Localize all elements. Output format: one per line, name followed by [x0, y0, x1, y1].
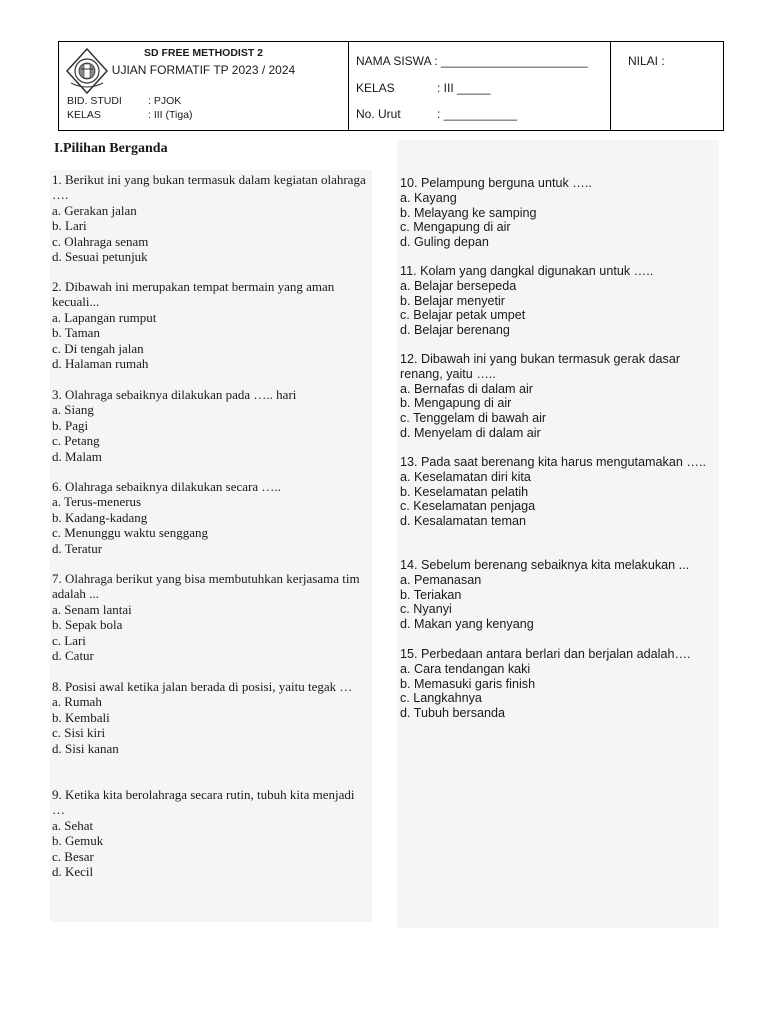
option[interactable]: b. Lari — [52, 218, 87, 234]
question-12 — [400, 352, 718, 441]
option[interactable]: c. Nyanyi — [400, 602, 452, 617]
option[interactable]: b. Memasuki garis finish — [400, 676, 536, 691]
subject-row — [67, 95, 182, 107]
question-text: 2. Dibawah ini merupakan tempat bermain yang aman kecuali... — [52, 279, 335, 310]
option[interactable]: d. Belajar berenang — [400, 323, 510, 338]
subject-label: BID. STUDI — [67, 95, 122, 107]
school-name: SD FREE METHODIST 2 — [143, 47, 263, 59]
question-10 — [400, 176, 718, 250]
option[interactable]: a. Rumah — [52, 694, 102, 710]
student-info-cell — [348, 42, 611, 130]
option[interactable]: d. Makan yang kenyang — [400, 617, 534, 632]
option[interactable]: d. Halaman rumah — [52, 356, 149, 372]
question-6 — [52, 479, 370, 556]
option[interactable]: b. Kembali — [52, 709, 110, 725]
option[interactable]: a. Sehat — [52, 817, 94, 833]
section-title: I.Pilihan Berganda — [54, 141, 168, 156]
question-9 — [52, 787, 370, 879]
class-row — [67, 109, 193, 121]
option[interactable]: d. Kecil — [52, 864, 94, 880]
option[interactable]: b. Kadang-kadang — [52, 509, 148, 525]
option[interactable]: d. Catur — [52, 648, 94, 664]
question-2 — [52, 279, 370, 371]
option[interactable]: b. Belajar menyetir — [400, 293, 505, 308]
option[interactable]: a. Bernafas di dalam air — [400, 381, 534, 396]
option[interactable]: d. Malam — [52, 448, 102, 464]
question-14 — [400, 558, 718, 632]
question-text: 1. Berikut ini yang bukan termasuk dalam kegiatan olahraga …. — [52, 172, 366, 203]
option[interactable]: d. Sesuai petunjuk — [52, 249, 148, 265]
question-text: 9. Ketika kita berolahraga secara rutin, tubuh kita menjadi … — [52, 787, 355, 818]
question-7 — [52, 571, 370, 663]
class-value: : III (Tiga) — [148, 109, 193, 121]
option[interactable]: a. Kayang — [400, 190, 457, 205]
option[interactable]: b. Melayang ke samping — [400, 205, 537, 220]
question-11 — [400, 264, 718, 338]
option[interactable]: a. Terus-menerus — [52, 494, 142, 510]
option[interactable]: a. Pemanasan — [400, 572, 482, 587]
questions-right-column — [397, 140, 719, 928]
option[interactable]: c. Sisi kiri — [52, 725, 106, 741]
exam-header-table — [58, 41, 724, 131]
class-label: KELAS — [67, 109, 101, 121]
questions-left-column — [50, 170, 372, 922]
school-info-cell — [59, 42, 349, 130]
option[interactable]: a. Keselamatan diri kita — [400, 469, 531, 484]
nilai-label: NILAI : — [628, 54, 665, 68]
option[interactable]: b. Taman — [52, 325, 100, 341]
option[interactable]: c. Mengapung di air — [400, 220, 511, 235]
option[interactable]: b. Mengapung di air — [400, 396, 512, 411]
option[interactable]: c. Belajar petak umpet — [400, 308, 526, 323]
question-1 — [52, 172, 370, 264]
kelas-field[interactable] — [356, 81, 491, 95]
no-urut-value: : ___________ — [437, 107, 518, 121]
question-text: 12. Dibawah ini yang bukan termasuk gerak dasar renang, yaitu ….. — [400, 352, 681, 381]
exam-title: UJIAN FORMATIF TP 2023 / 2024 — [111, 63, 296, 77]
option[interactable]: d. Kesalamatan teman — [400, 514, 527, 529]
option[interactable]: c. Olahraga senam — [52, 233, 149, 249]
option[interactable]: d. Menyelam di dalam air — [400, 425, 541, 440]
option[interactable]: c. Keselamatan penjaga — [400, 499, 536, 514]
option[interactable]: c. Di tengah jalan — [52, 340, 144, 356]
option[interactable]: b. Teriakan — [400, 587, 462, 602]
question-8 — [52, 679, 370, 756]
question-text: 11. Kolam yang dangkal digunakan untuk ….. — [400, 264, 654, 278]
question-text: 14. Sebelum berenang sebaiknya kita melakukan ... — [400, 558, 690, 572]
kelas-label: KELAS — [356, 81, 395, 95]
score-cell — [610, 42, 723, 130]
option[interactable]: a. Senam lantai — [52, 601, 132, 617]
option[interactable]: d. Sisi kanan — [52, 740, 119, 756]
question-13 — [400, 455, 718, 529]
kelas-value: : III _____ — [437, 81, 491, 95]
option[interactable]: b. Pagi — [52, 417, 89, 433]
option[interactable]: d. Tubuh bersanda — [400, 706, 506, 721]
no-urut-field[interactable] — [356, 107, 518, 121]
option[interactable]: c. Langkahnya — [400, 691, 482, 706]
option[interactable]: d. Guling depan — [400, 235, 489, 250]
option[interactable]: c. Lari — [52, 632, 86, 648]
question-text: 6. Olahraga sebaiknya dilakukan secara ….. — [52, 479, 281, 494]
option[interactable]: a. Cara tendangan kaki — [400, 661, 531, 676]
option[interactable]: b. Keselamatan pelatih — [400, 484, 529, 499]
question-text: 3. Olahraga sebaiknya dilakukan pada ….. hari — [52, 387, 297, 402]
option[interactable]: a. Siang — [52, 402, 94, 418]
question-15 — [400, 647, 718, 721]
option[interactable]: c. Menunggu waktu senggang — [52, 525, 208, 541]
student-name-field[interactable]: NAMA SISWA : ______________________ — [356, 54, 588, 68]
question-text: 15. Perbedaan antara berlari dan berjalan adalah…. — [400, 647, 691, 661]
option[interactable]: a. Gerakan jalan — [52, 202, 137, 218]
option[interactable]: a. Belajar bersepeda — [400, 278, 517, 293]
question-text: 10. Pelampung berguna untuk ….. — [400, 176, 592, 190]
question-3 — [52, 387, 370, 464]
option[interactable]: d. Teratur — [52, 540, 103, 556]
option[interactable]: c. Petang — [52, 433, 100, 449]
option[interactable]: b. Sepak bola — [52, 617, 123, 633]
no-urut-label: No. Urut — [356, 107, 401, 121]
question-text: 13. Pada saat berenang kita harus mengutamakan ….. — [400, 455, 706, 469]
option[interactable]: c. Besar — [52, 848, 94, 864]
option[interactable]: b. Gemuk — [52, 833, 104, 849]
option[interactable]: c. Tenggelam di bawah air — [400, 411, 547, 426]
question-text: 7. Olahraga berikut yang bisa membutuhkan kerjasama tim adalah ... — [52, 571, 360, 602]
option[interactable]: a. Lapangan rumput — [52, 309, 157, 325]
question-text: 8. Posisi awal ketika jalan berada di posisi, yaitu tegak … — [52, 679, 353, 694]
subject-value: : PJOK — [148, 95, 182, 107]
